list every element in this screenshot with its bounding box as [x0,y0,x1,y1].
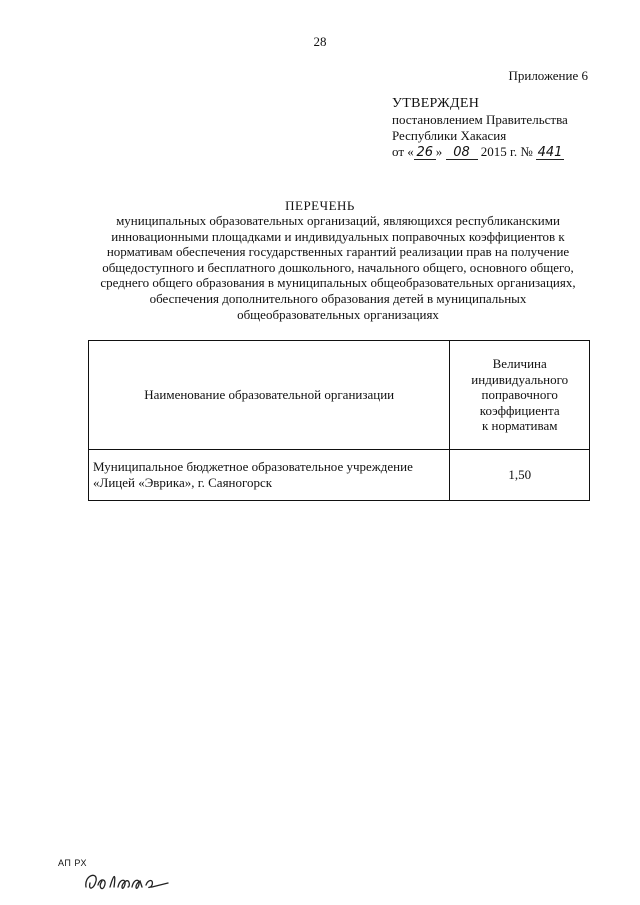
approval-date-line [392,144,622,160]
approval-block [392,96,622,160]
header-coefficient-line: к нормативам [481,418,558,434]
list-title: ПЕРЕЧЕНЬ [285,198,355,213]
header-coefficient-line: коэффициента [479,402,560,418]
coefficient-cell: 1,50 [450,450,590,501]
list-description: муниципальных образовательных организаций, являющихся республиканскими инновационными площадками и индивидуальных поправочных коэффициентов к нормативам обеспечения государственных гарантий реализации прав на получение общедоступного и бесплатного дошкольного, начального общего, основного общего, среднего общего образования в муниципальных общеобразовательных организациях, обеспечения дополнительного образования детей в муниципальных общеобразовательных организациях [100,213,576,322]
date-prefix: от « [392,144,414,159]
table-row [89,450,590,501]
organization-name-line: Муниципальное бюджетное образовательное учреждение [93,459,413,474]
handwritten-month: 08 [446,146,478,160]
header-coefficient-line: Величина [492,356,547,372]
signature-icon [82,865,172,895]
date-day-close: » [435,144,443,159]
handwritten-day: 26 [414,146,436,160]
organizations-table [88,340,590,501]
header-coefficient-line: поправочного [481,387,558,403]
header-coefficient-line: индивидуального [471,371,569,387]
header-coefficient [450,341,590,450]
header-organization-name: Наименование образовательной организации [89,341,450,450]
approval-heading: УТВЕРЖДЕН [392,96,480,111]
date-year: 2015 г. [480,144,518,159]
table-header-row [89,341,590,450]
number-prefix: № [520,144,533,159]
approval-line-1: постановлением Правительства [392,112,568,127]
organization-name-line: «Лицей «Эврика», г. Саяногорск [93,475,273,490]
approval-line-2: Республики Хакасия [392,128,507,143]
appendix-label: Приложение 6 [508,68,588,83]
page-number: 28 [313,34,327,49]
organization-name-cell [89,450,450,501]
footer-mark: АП РХ [58,858,87,868]
handwritten-number: 441 [537,145,563,160]
